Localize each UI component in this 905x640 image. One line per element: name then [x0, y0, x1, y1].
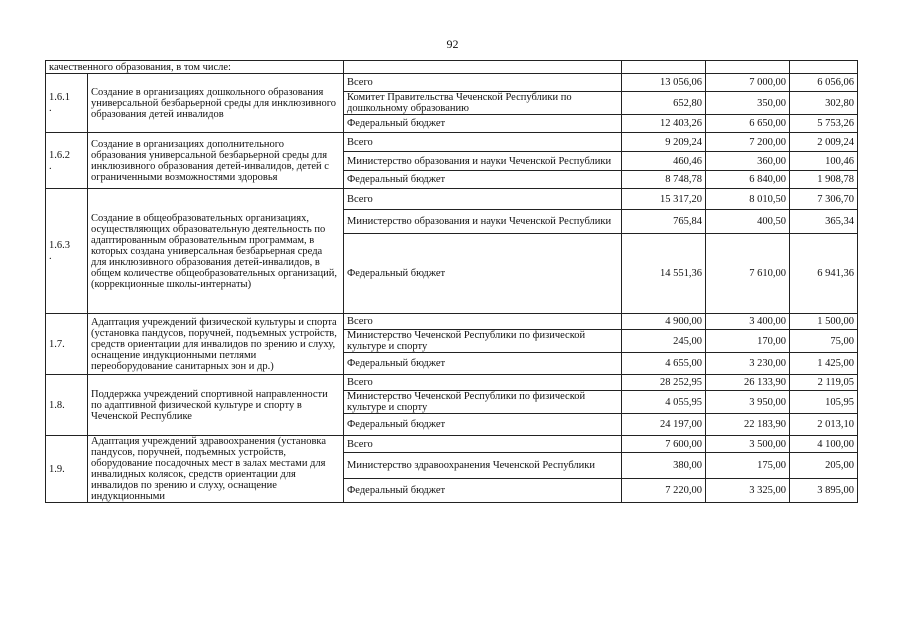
amount-total: 28 252,95	[622, 375, 706, 391]
item-description: Адаптация учреждений физической культуры и спорта (установка пандусов, поручней, подъемных устройств, средств ориентации для инвалидов по зрению и слуху, оснащение индукционными петлями переоборудование санитарных зон и др.)	[88, 314, 344, 375]
continuation-text: качественного образования, в том числе:	[46, 61, 344, 74]
amount-period-1: 3 500,00	[706, 436, 790, 453]
funding-source: Федеральный бюджет	[344, 414, 622, 436]
amount-period-1: 8 010,50	[706, 189, 790, 210]
amount-period-1: 350,00	[706, 92, 790, 115]
amount-total: 460,46	[622, 152, 706, 171]
funding-source: Комитет Правительства Чеченской Республики по дошкольному образованию	[344, 92, 622, 115]
funding-source: Всего	[344, 375, 622, 391]
amount-period-1: 360,00	[706, 152, 790, 171]
amount-period-2: 1 500,00	[790, 314, 858, 330]
amount-total: 8 748,78	[622, 171, 706, 189]
funding-source: Всего	[344, 74, 622, 92]
funding-source: Федеральный бюджет	[344, 479, 622, 503]
amount-period-2: 2 119,05	[790, 375, 858, 391]
amount-period-1: 3 950,00	[706, 391, 790, 414]
table-row	[46, 436, 858, 453]
amount-period-2: 302,80	[790, 92, 858, 115]
item-number: 1.7.	[46, 314, 88, 375]
item-description: Создание в организациях дошкольного образования универсальной безбарьерной среды для инклюзивного образования детей инвалидов	[88, 74, 344, 133]
amount-period-2: 1 908,78	[790, 171, 858, 189]
item-description: Создание в общеобразовательных организациях, осуществляющих образовательную деятельность по адаптированным образовательным программам, в которых создана универсальная безбарьерная среда для инклюзивного образования детей-инвалидов, в общем количестве общеобразовательных организаций, (коррекционные школы-интернаты)	[88, 189, 344, 314]
amount-period-1: 170,00	[706, 330, 790, 353]
amount-period-2: 205,00	[790, 453, 858, 479]
table-row	[46, 314, 858, 330]
amount-period-1: 7 610,00	[706, 234, 790, 314]
amount-period-2: 4 100,00	[790, 436, 858, 453]
amount-period-1: 400,50	[706, 210, 790, 234]
funding-source: Федеральный бюджет	[344, 171, 622, 189]
empty-cell	[790, 61, 858, 74]
amount-period-2: 6 941,36	[790, 234, 858, 314]
amount-total: 9 209,24	[622, 133, 706, 152]
funding-source: Министерство образования и науки Чеченской Республики	[344, 152, 622, 171]
amount-period-2: 6 056,06	[790, 74, 858, 92]
table-row	[46, 74, 858, 92]
empty-cell	[622, 61, 706, 74]
amount-period-2: 2 013,10	[790, 414, 858, 436]
amount-total: 15 317,20	[622, 189, 706, 210]
amount-period-2: 5 753,26	[790, 115, 858, 133]
amount-total: 7 220,00	[622, 479, 706, 503]
item-description: Создание в организациях дополнительного образования универсальной безбарьерной среды для инклюзивного образования детей-инвалидов, детей с ограниченными возможностями здоровья	[88, 133, 344, 189]
amount-period-2: 75,00	[790, 330, 858, 353]
amount-total: 12 403,26	[622, 115, 706, 133]
amount-total: 245,00	[622, 330, 706, 353]
item-number: 1.6.2 .	[46, 133, 88, 189]
amount-period-1: 175,00	[706, 453, 790, 479]
amount-period-1: 3 230,00	[706, 353, 790, 375]
item-number: 1.6.3 .	[46, 189, 88, 314]
amount-period-1: 3 400,00	[706, 314, 790, 330]
amount-total: 7 600,00	[622, 436, 706, 453]
item-description: Адаптация учреждений здравоохранения (установка пандусов, поручней, подъемных устройств, оборудование посадочных мест в залах местами для инвалидных колясок, средств ориентации для инвалидов по зрению и слуху, оснащение индукционными	[88, 436, 344, 503]
budget-table	[45, 60, 858, 503]
amount-period-1: 26 133,90	[706, 375, 790, 391]
amount-period-1: 3 325,00	[706, 479, 790, 503]
continuation-row	[46, 61, 858, 74]
amount-period-2: 365,34	[790, 210, 858, 234]
amount-period-2: 3 895,00	[790, 479, 858, 503]
amount-total: 765,84	[622, 210, 706, 234]
funding-source: Всего	[344, 314, 622, 330]
funding-source: Министерство образования и науки Чеченской Республики	[344, 210, 622, 234]
funding-source: Всего	[344, 189, 622, 210]
amount-total: 13 056,06	[622, 74, 706, 92]
amount-total: 14 551,36	[622, 234, 706, 314]
amount-period-2: 2 009,24	[790, 133, 858, 152]
funding-source: Всего	[344, 133, 622, 152]
funding-source: Министерство Чеченской Республики по физической культуре и спорту	[344, 391, 622, 414]
amount-total: 4 655,00	[622, 353, 706, 375]
amount-period-1: 6 650,00	[706, 115, 790, 133]
table-row	[46, 189, 858, 210]
table-row	[46, 375, 858, 391]
amount-period-2: 105,95	[790, 391, 858, 414]
amount-total: 652,80	[622, 92, 706, 115]
amount-period-2: 1 425,00	[790, 353, 858, 375]
amount-period-1: 7 200,00	[706, 133, 790, 152]
empty-cell	[706, 61, 790, 74]
item-number: 1.6.1 .	[46, 74, 88, 133]
funding-source: Федеральный бюджет	[344, 234, 622, 314]
funding-source: Всего	[344, 436, 622, 453]
amount-total: 24 197,00	[622, 414, 706, 436]
amount-period-1: 7 000,00	[706, 74, 790, 92]
amount-total: 380,00	[622, 453, 706, 479]
item-number: 1.9.	[46, 436, 88, 503]
amount-total: 4 055,95	[622, 391, 706, 414]
amount-period-2: 100,46	[790, 152, 858, 171]
empty-cell	[344, 61, 622, 74]
page-number: 92	[446, 37, 459, 51]
amount-total: 4 900,00	[622, 314, 706, 330]
item-number: 1.8.	[46, 375, 88, 436]
amount-period-2: 7 306,70	[790, 189, 858, 210]
item-description: Поддержка учреждений спортивной направленности по адаптивной физической культуре и спорту в Чеченской Республике	[88, 375, 344, 436]
amount-period-1: 22 183,90	[706, 414, 790, 436]
funding-source: Министерство Чеченской Республики по физической культуре и спорту	[344, 330, 622, 353]
table-row	[46, 133, 858, 152]
funding-source: Министерство здравоохранения Чеченской Республики	[344, 453, 622, 479]
funding-source: Федеральный бюджет	[344, 353, 622, 375]
funding-source: Федеральный бюджет	[344, 115, 622, 133]
amount-period-1: 6 840,00	[706, 171, 790, 189]
